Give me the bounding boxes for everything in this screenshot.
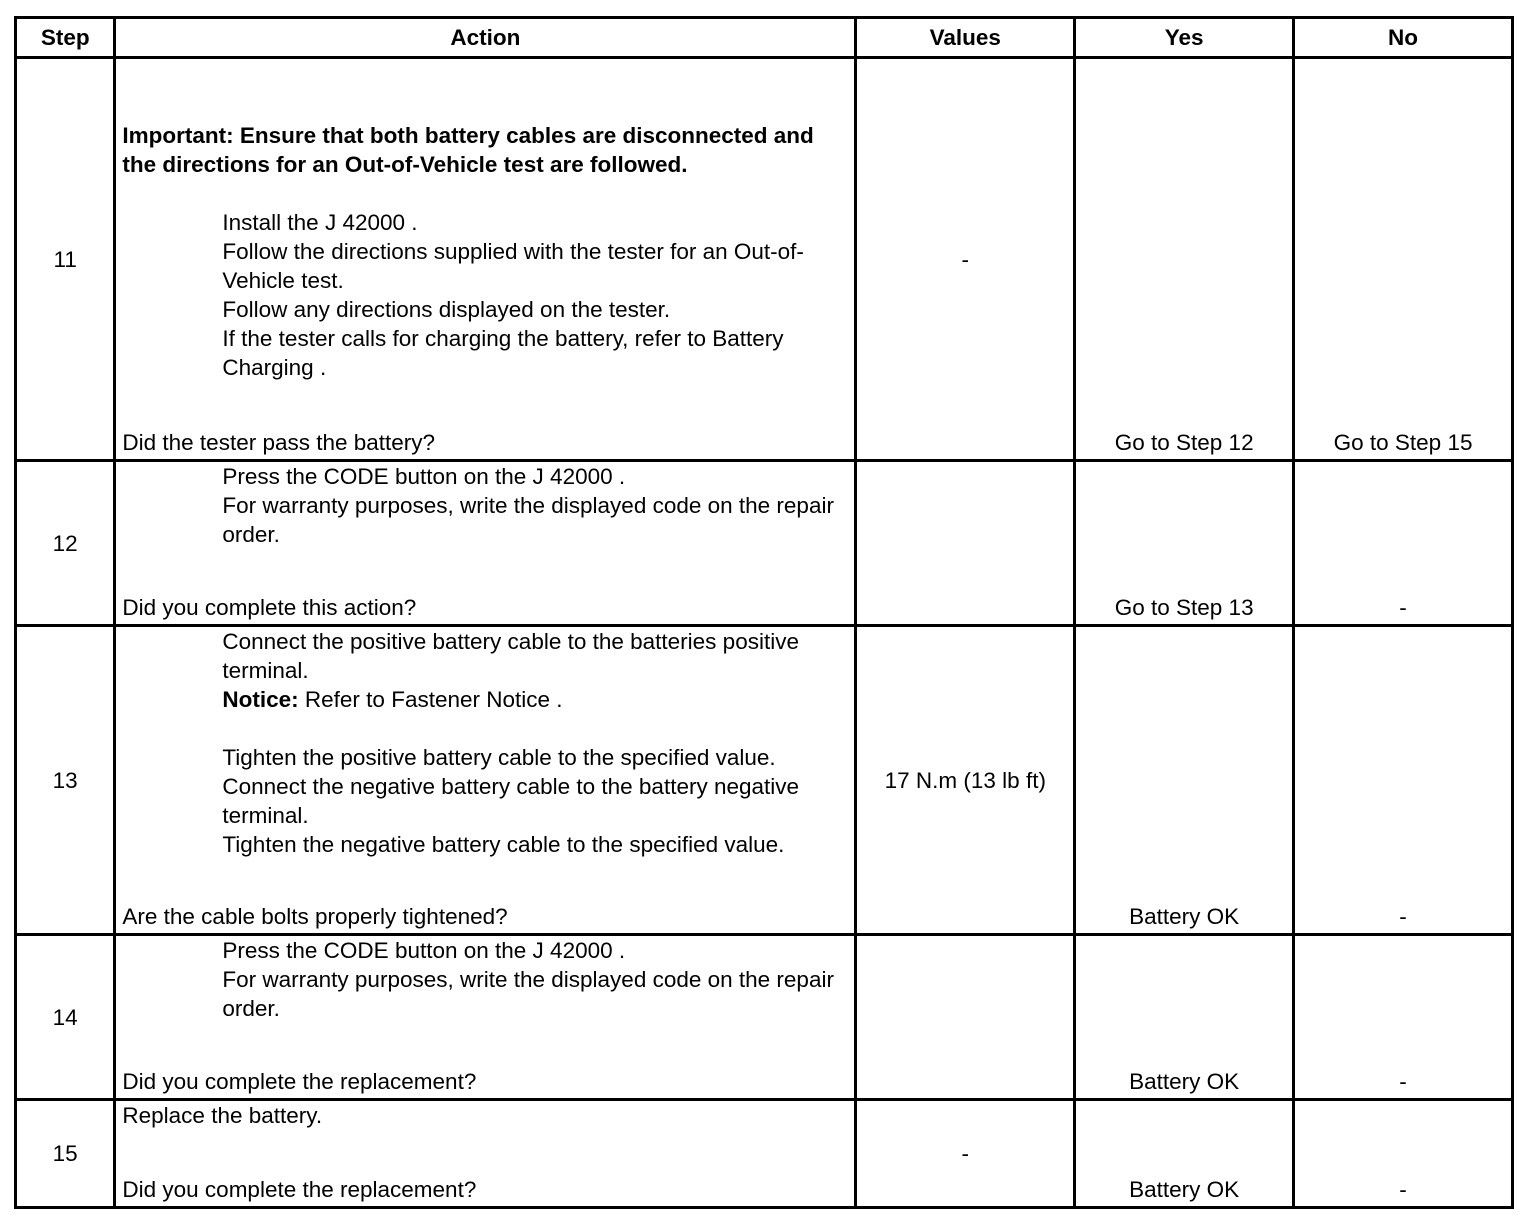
action-step: Press the CODE button on the J 42000 . <box>222 938 626 963</box>
yes-cell: Battery OK <box>1075 935 1294 1100</box>
table-row <box>16 1100 1513 1208</box>
action-cell <box>115 626 856 935</box>
diagnostic-table <box>14 16 1514 1209</box>
action-step: For warranty purposes, write the displayed code on the repair order. <box>222 493 834 547</box>
header-action: Action <box>115 18 856 58</box>
action-step: Tighten the negative battery cable to the specified value. <box>222 832 785 857</box>
no-cell: - <box>1294 626 1513 935</box>
step-question: Did you complete the replacement? <box>122 1069 477 1094</box>
step-number: 15 <box>16 1100 115 1208</box>
notice-text: Refer to Fastener Notice . <box>298 687 563 712</box>
action-cell <box>115 461 856 626</box>
step-question: Are the cable bolts properly tightened? <box>122 904 508 929</box>
header-values: Values <box>856 18 1075 58</box>
no-cell: Go to Step 15 <box>1294 58 1513 461</box>
step-question: Did you complete the replacement? <box>122 1177 477 1202</box>
action-step: Press the CODE button on the J 42000 . <box>222 464 626 489</box>
no-cell: - <box>1294 935 1513 1100</box>
values-cell: - <box>856 1100 1075 1208</box>
values-cell <box>856 461 1075 626</box>
table-row <box>16 935 1513 1100</box>
yes-cell: Go to Step 12 <box>1075 58 1294 461</box>
step-question: Did the tester pass the battery? <box>122 430 436 455</box>
action-cell <box>115 1100 856 1208</box>
header-row <box>16 18 1513 58</box>
action-steps <box>122 627 850 859</box>
action-step: Tighten the positive battery cable to the specified value. <box>222 745 776 770</box>
action-step: If the tester calls for charging the battery, refer to Battery Charging . <box>222 326 784 380</box>
notice-label: Notice: <box>222 687 299 712</box>
action-step: Connect the negative battery cable to the battery negative terminal. <box>222 774 800 828</box>
action-step: Connect the positive battery cable to the batteries positive terminal. <box>222 629 799 683</box>
action-step: Install the J 42000 . <box>222 210 418 235</box>
step-number: 13 <box>16 626 115 935</box>
step-number: 12 <box>16 461 115 626</box>
table-row <box>16 461 1513 626</box>
table-row <box>16 626 1513 935</box>
action-instruction: Replace the battery. <box>122 1103 323 1128</box>
header-yes: Yes <box>1075 18 1294 58</box>
no-cell: - <box>1294 1100 1513 1208</box>
action-steps <box>122 936 850 1023</box>
header-step: Step <box>16 18 115 58</box>
notice-line <box>222 685 850 714</box>
step-number: 14 <box>16 935 115 1100</box>
yes-cell: Battery OK <box>1075 626 1294 935</box>
action-steps <box>122 208 850 382</box>
values-cell: - <box>856 58 1075 461</box>
action-step: For warranty purposes, write the displayed code on the repair order. <box>222 967 834 1021</box>
step-question: Did you complete this action? <box>122 595 417 620</box>
yes-cell: Battery OK <box>1075 1100 1294 1208</box>
action-step: Follow any directions displayed on the tester. <box>222 297 671 322</box>
action-cell <box>115 58 856 461</box>
action-cell <box>115 935 856 1100</box>
no-cell: - <box>1294 461 1513 626</box>
action-step: Follow the directions supplied with the tester for an Out-of-Vehicle test. <box>222 239 804 293</box>
important-note: Important: Ensure that both battery cables are disconnected and the directions for an Out-of-Vehicle test are followed. <box>122 123 814 177</box>
step-number: 11 <box>16 58 115 461</box>
values-cell: 17 N.m (13 lb ft) <box>856 626 1075 935</box>
yes-cell: Go to Step 13 <box>1075 461 1294 626</box>
table-row <box>16 58 1513 461</box>
action-steps <box>122 462 850 549</box>
header-no: No <box>1294 18 1513 58</box>
values-cell <box>856 935 1075 1100</box>
